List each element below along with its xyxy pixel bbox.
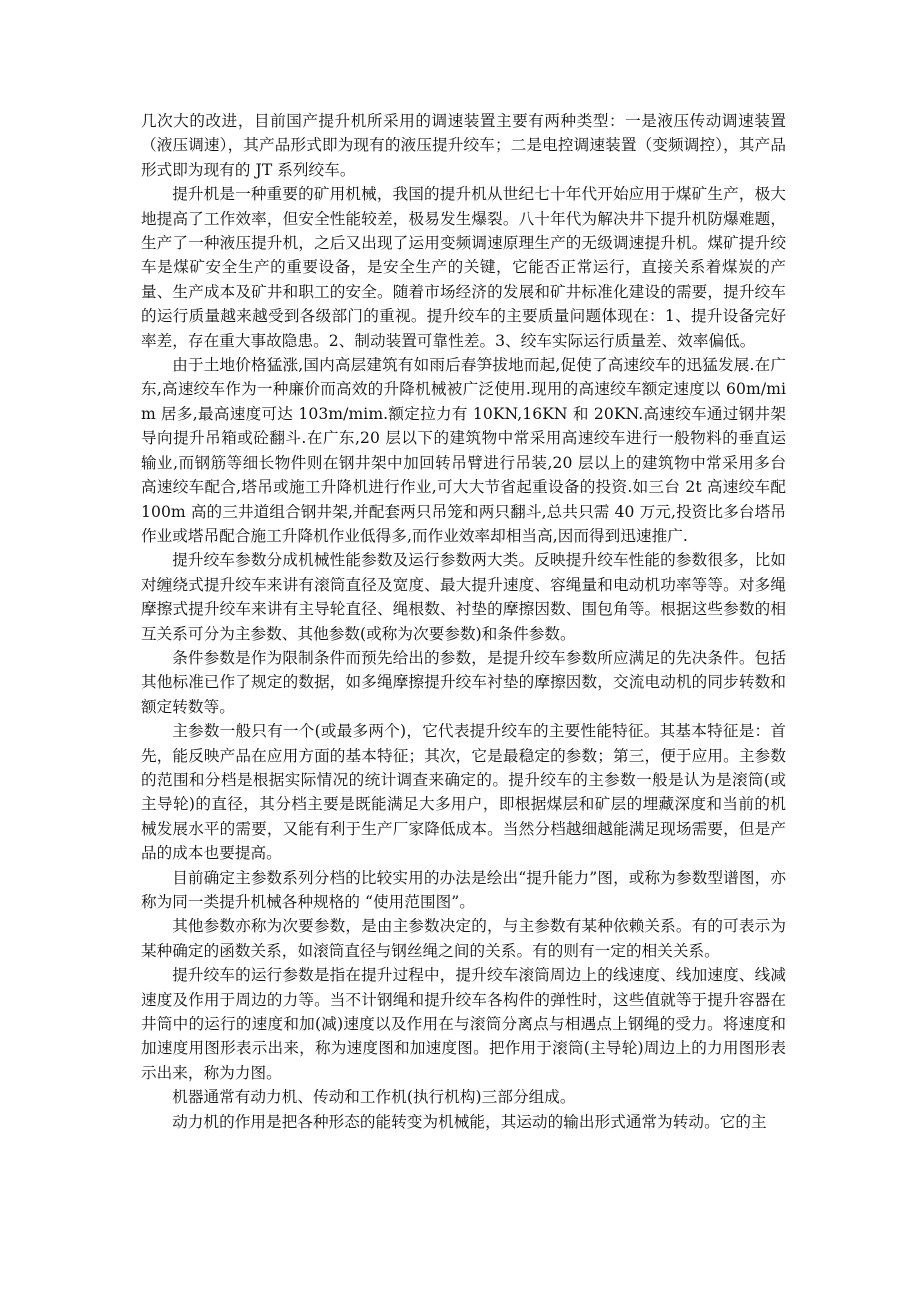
document-body [141, 109, 786, 1134]
paragraph-high-speed-winch: 由于土地价格猛涨,国内高层建筑有如雨后春笋拔地而起,促使了高速绞车的迅猛发展.在广东,高速绞车作为一种廉价而高效的升降机械被广泛使用.现用的高速绞车额定速度以 60m/mim 居多,最高速度可达 103m/mim.额定拉力有 10KN,16KN 和 20KN.高速绞车通过钢井架导向提升吊箱或砼翻斗.在广东,20 层以下的建筑物中常采用高速绞车进行一般物料的垂直运输业,而钢筋等细长物件则在钢井架中加回转吊臂进行吊装,20 层以上的建筑物中常采用多台高速绞车配合,塔吊或施工升降机进行作业,可大大节省起重设备的投资.如三台 2t 高速绞车配 100m 高的三井道组合钢井架,并配套两只吊笼和两只翻斗,总共只需 40 万元,投资比多台塔吊作业或塔吊配合施工升降机作业低得多,而作业效率却相当高,因而得到迅速推广. [141, 356, 786, 545]
paragraph-secondary-parameters: 其他参数亦称为次要参数，是由主参数决定的，与主参数有某种依赖关系。有的可表示为某种确定的函数关系，如滚筒直径与钢丝绳之间的关系。有的则有一定的相关关系。 [141, 917, 786, 960]
paragraph-parameter-categories: 提升绞车参数分成机械性能参数及运行参数两大类。反映提升绞车性能的参数很多，比如对缠绕式提升绞车来讲有滚筒直径及宽度、最大提升速度、容绳量和电动机功率等等。对多绳摩擦式提升绞车来讲有主导轮直径、绳根数、衬垫的摩擦因数、围包角等。根据这些参数的相互关系可分为主参数、其他参数(或称为次要参数)和条件参数。 [141, 551, 786, 643]
paragraph-power-machine: 动力机的作用是把各种形态的能转变为机械能，其运动的输出形式通常为转动。它的主 [172, 1112, 767, 1131]
paragraph-speed-control-types: 几次大的改进，目前国产提升机所采用的调速装置主要有两种类型：一是液压传动调速装置（液压调速），其产品形式即为现有的液压提升绞车；二是电控调速装置（变频调控），其产品形式即为现有的 JT 系列绞车。 [141, 112, 786, 179]
paragraph-main-parameters: 主参数一般只有一个(或最多两个)，它代表提升绞车的主要性能特征。其基本特征是：首先，能反映产品在应用方面的基本特征；其次，它是最稳定的参数；第三，便于应用。主参数的范围和分档是根据实际情况的统计调查来确定的。提升绞车的主参数一般是认为是滚筒(或主导轮)的直径，其分档主要是既能满足大多用户，即根据煤层和矿层的埋藏深度和当前的机械发展水平的需要，又能有利于生产厂家降低成本。当然分档越细越能满足现场需要，但是产品的成本也要提高。 [141, 722, 786, 863]
paragraph-machine-components: 机器通常有动力机、传动和工作机(执行机构)三部分组成。 [172, 1088, 576, 1107]
paragraph-operating-parameters: 提升绞车的运行参数是指在提升过程中，提升绞车滚筒周边上的线速度、线加速度、线减速度及作用于周边的力等。当不计钢绳和提升绞车各构件的弹性时，这些值就等于提升容器在井筒中的运行的速度和加(减)速度以及作用在与滚筒分离点与相遇点上钢绳的受力。将速度和加速度用图形表示出来，称为速度图和加速度图。把作用于滚筒(主导轮)周边上的力用图形表示出来，称为力图。 [141, 966, 786, 1082]
paragraph-hoist-history: 提升机是一种重要的矿用机械，我国的提升机从世纪七十年代开始应用于煤矿生产，极大地提高了工作效率，但安全性能较差，极易发生爆裂。八十年代为解决井下提升机防爆难题，生产了一种液压提升机，之后又出现了运用变频调速原理生产的无级调速提升机。煤矿提升绞车是煤矿安全生产的重要设备，是安全生产的关键，它能否正常运行，直接关系着煤炭的产量、生产成本及矿井和职工的安全。随着市场经济的发展和矿井标准化建设的需要，提升绞车的运行质量越来越受到各级部门的重视。提升绞车的主要质量问题体现在：1、提升设备完好率差，存在重大事故隐患。2、制动装置可靠性差。3、绞车实际运行质量差、效率偏低。 [141, 185, 786, 350]
paragraph-condition-parameters: 条件参数是作为限制条件而预先给出的参数，是提升绞车参数所应满足的先决条件。包括其他标准已作了规定的数据，如多绳摩擦提升绞车衬垫的摩擦因数，交流电动机的同步转数和额定转数等。 [141, 648, 786, 716]
paragraph-parameter-series: 目前确定主参数系列分档的比较实用的办法是绘出“提升能力”图，或称为参数型谱图，亦称为同一类提升机械各种规格的 “使用范围图”。 [141, 868, 786, 911]
